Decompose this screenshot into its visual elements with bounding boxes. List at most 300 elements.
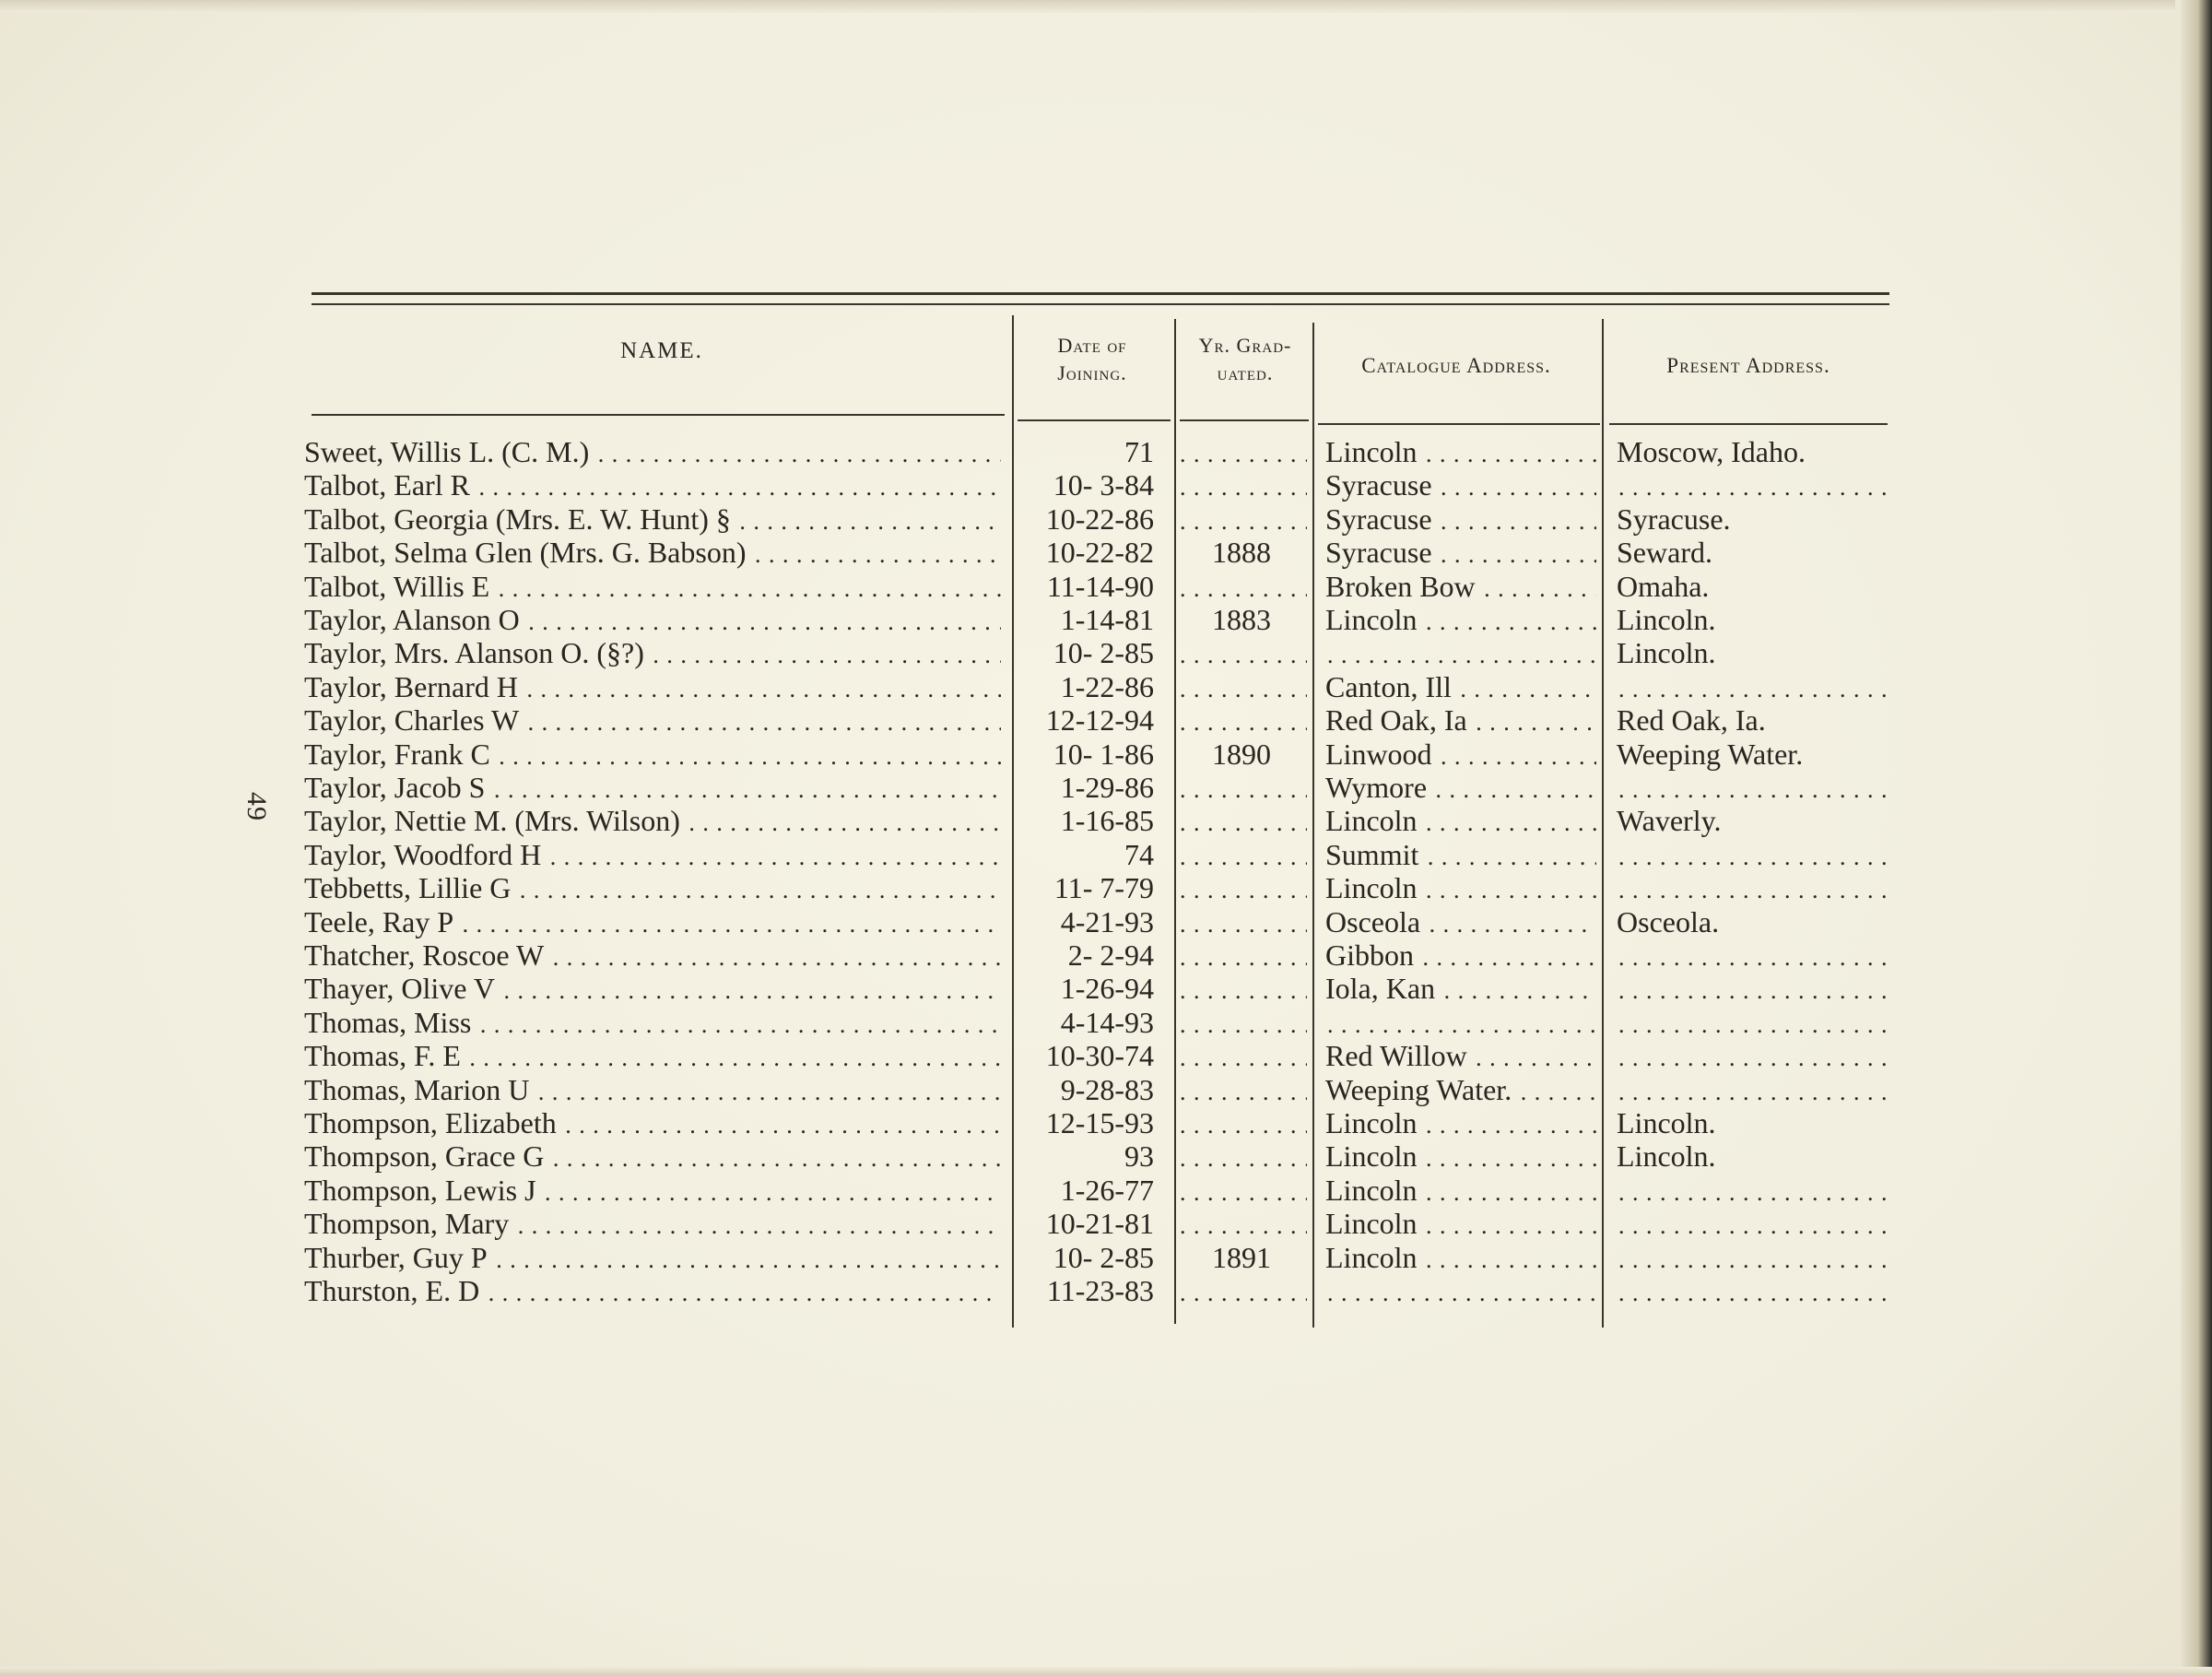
cell-name <box>304 804 1001 837</box>
table-row <box>0 636 2212 669</box>
column-header-catalogue-address: Catalogue Address. <box>1361 354 1551 377</box>
table-row <box>0 938 2212 972</box>
cell-date-of-joining <box>1014 1207 1156 1240</box>
cell-year-graduated <box>1178 905 1307 938</box>
cell-year-graduated <box>1178 670 1307 703</box>
cell-date-of-joining-text: 1-26-94 <box>1060 972 1154 1006</box>
cell-catalogue-address <box>1325 1106 1596 1139</box>
page-top-edge <box>0 0 2175 13</box>
cell-present-address <box>1617 871 1889 904</box>
cell-date-of-joining <box>1014 1106 1156 1139</box>
cell-year-graduated <box>1178 871 1307 904</box>
cell-year-graduated-text <box>1178 1073 1180 1106</box>
cell-name-text: Thompson, Grace G <box>304 1139 545 1174</box>
table-row <box>0 1274 2212 1307</box>
cell-date-of-joining-text: 10-21-81 <box>1045 1207 1154 1241</box>
cell-year-graduated <box>1178 972 1307 1005</box>
cell-catalogue-address <box>1325 1241 1596 1274</box>
cell-catalogue-address <box>1325 938 1596 972</box>
table-row <box>0 603 2212 636</box>
cell-date-of-joining <box>1014 468 1156 502</box>
cell-catalogue-address-text: Lincoln <box>1325 603 1418 636</box>
cell-name-text: Thomas, Marion U <box>304 1072 530 1106</box>
cell-date-of-joining-text: 4-21-93 <box>1060 904 1154 938</box>
cell-name-text: Thomas, Miss <box>304 1005 472 1039</box>
cell-catalogue-address <box>1325 1039 1596 1072</box>
cell-year-graduated-text <box>1178 636 1180 669</box>
cell-present-address-text: Lincoln. <box>1617 1106 1716 1139</box>
cell-present-address-text: Lincoln. <box>1617 636 1716 670</box>
cell-catalogue-address <box>1325 603 1596 636</box>
cell-present-address-text: Lincoln. <box>1617 603 1716 636</box>
cell-year-graduated-text <box>1178 1207 1180 1240</box>
table-row <box>0 838 2212 871</box>
cell-present-address <box>1617 771 1889 804</box>
cell-name-text: Taylor, Mrs. Alanson O. (§?) <box>304 636 644 670</box>
cell-year-graduated <box>1178 703 1307 737</box>
cell-present-address <box>1617 670 1889 703</box>
cell-date-of-joining-text: 10- 2-85 <box>1053 636 1154 670</box>
cell-date-of-joining-text: 1-22-86 <box>1060 669 1154 703</box>
cell-date-of-joining-text: 74 <box>1124 837 1154 871</box>
cell-year-graduated <box>1178 570 1307 603</box>
cell-date-of-joining-text: 12-12-94 <box>1045 703 1154 738</box>
cell-catalogue-address-text: Lincoln <box>1325 871 1418 905</box>
cell-present-address-text: Omaha. <box>1617 569 1710 603</box>
header-rule-catalogue <box>1318 423 1600 425</box>
cell-catalogue-address-text <box>1325 636 1327 669</box>
table-row <box>0 670 2212 703</box>
cell-name <box>304 838 1001 871</box>
cell-year-graduated <box>1178 1241 1307 1274</box>
cell-name <box>304 536 1001 569</box>
cell-catalogue-address-text: Syracuse <box>1325 468 1432 502</box>
cell-year-graduated <box>1178 771 1307 804</box>
cell-present-address <box>1617 838 1889 871</box>
table-row <box>0 570 2212 603</box>
cell-date-of-joining-text: 10-22-86 <box>1045 502 1154 536</box>
table-row <box>0 738 2212 771</box>
cell-date-of-joining-text: 11- 7-79 <box>1053 871 1154 905</box>
cell-present-address-text: Waverly. <box>1617 804 1722 838</box>
cell-date-of-joining <box>1014 1006 1156 1039</box>
cell-catalogue-address <box>1325 468 1596 502</box>
cell-date-of-joining <box>1014 1139 1156 1173</box>
cell-present-address-text: Weeping Water. <box>1617 737 1804 771</box>
cell-catalogue-address <box>1325 738 1596 771</box>
cell-name-text: Thurston, E. D <box>304 1274 480 1307</box>
table-top-rule <box>312 292 1889 295</box>
cell-catalogue-address <box>1325 570 1596 603</box>
cell-present-address <box>1617 1174 1889 1207</box>
cell-present-address <box>1617 502 1889 536</box>
cell-name <box>304 502 1001 536</box>
cell-date-of-joining-text: 10- 1-86 <box>1053 737 1154 771</box>
cell-name-text: Taylor, Bernard H <box>304 669 518 703</box>
cell-name <box>304 603 1001 636</box>
cell-catalogue-address-text: Summit <box>1325 837 1419 871</box>
cell-date-of-joining <box>1014 1174 1156 1207</box>
cell-present-address-text <box>1617 1073 1618 1106</box>
cell-name <box>304 670 1001 703</box>
cell-present-address-text <box>1617 771 1618 804</box>
cell-present-address-text <box>1617 1174 1618 1207</box>
cell-catalogue-address-text: Iola, Kan <box>1325 972 1436 1006</box>
cell-date-of-joining <box>1014 804 1156 837</box>
cell-catalogue-address-text: Canton, Ill <box>1325 669 1452 703</box>
cell-year-graduated-text: 1891 <box>1212 1240 1271 1274</box>
cell-catalogue-address-text: Lincoln <box>1325 1106 1418 1139</box>
cell-year-graduated-text <box>1178 1139 1180 1173</box>
cell-date-of-joining-text: 10- 3-84 <box>1053 468 1154 502</box>
cell-name-text: Thompson, Lewis J <box>304 1173 536 1207</box>
cell-catalogue-address-text: Lincoln <box>1325 1240 1418 1274</box>
cell-year-graduated-text: 1888 <box>1212 536 1271 570</box>
cell-year-graduated <box>1178 1106 1307 1139</box>
cell-date-of-joining-text: 4-14-93 <box>1060 1005 1154 1039</box>
cell-date-of-joining <box>1014 435 1156 468</box>
cell-year-graduated <box>1178 1139 1307 1173</box>
cell-year-graduated-text <box>1178 1106 1180 1139</box>
cell-catalogue-address <box>1325 1073 1596 1106</box>
cell-present-address <box>1617 536 1889 569</box>
cell-date-of-joining <box>1014 838 1156 871</box>
cell-year-graduated <box>1178 603 1307 636</box>
cell-date-of-joining-text: 1-29-86 <box>1060 771 1154 804</box>
cell-year-graduated <box>1178 1039 1307 1072</box>
cell-catalogue-address <box>1325 435 1596 468</box>
cell-year-graduated <box>1178 1274 1307 1307</box>
cell-name <box>304 570 1001 603</box>
table-row <box>0 1073 2212 1106</box>
cell-date-of-joining-text: 1-14-81 <box>1060 603 1154 636</box>
cell-present-address <box>1617 636 1889 669</box>
cell-name <box>304 435 1001 468</box>
cell-present-address <box>1617 703 1889 737</box>
cell-catalogue-address <box>1325 771 1596 804</box>
cell-catalogue-address <box>1325 804 1596 837</box>
cell-date-of-joining <box>1014 703 1156 737</box>
header-rule-present <box>1609 423 1888 425</box>
header-rule-yr <box>1180 419 1309 421</box>
cell-date-of-joining-text: 11-23-83 <box>1046 1274 1154 1307</box>
cell-catalogue-address <box>1325 905 1596 938</box>
cell-year-graduated <box>1178 536 1307 569</box>
cell-year-graduated <box>1178 468 1307 502</box>
cell-catalogue-address <box>1325 1139 1596 1173</box>
cell-name <box>304 1207 1001 1240</box>
table-row <box>0 1039 2212 1072</box>
cell-catalogue-address-text: Weeping Water. <box>1325 1072 1512 1106</box>
cell-name <box>304 972 1001 1005</box>
header-line: Date of <box>1057 334 1127 357</box>
cell-date-of-joining <box>1014 771 1156 804</box>
cell-name-text: Taylor, Nettie M. (Mrs. Wilson) <box>304 804 680 838</box>
cell-date-of-joining-text: 1-26-77 <box>1060 1173 1154 1207</box>
page-number: 49 <box>241 792 272 821</box>
cell-present-address <box>1617 570 1889 603</box>
cell-present-address-text <box>1617 938 1618 972</box>
cell-present-address-text <box>1617 838 1618 871</box>
table-row <box>0 1139 2212 1173</box>
header-rule-date <box>1018 419 1171 421</box>
cell-date-of-joining <box>1014 670 1156 703</box>
cell-date-of-joining <box>1014 972 1156 1005</box>
cell-year-graduated <box>1178 1073 1307 1106</box>
cell-year-graduated-text <box>1178 468 1180 502</box>
cell-catalogue-address <box>1325 1274 1596 1307</box>
cell-date-of-joining-text: 10- 2-85 <box>1053 1240 1154 1274</box>
cell-present-address <box>1617 468 1889 502</box>
cell-present-address-text <box>1617 871 1618 904</box>
cell-year-graduated-text <box>1178 871 1180 904</box>
cell-year-graduated-text <box>1178 570 1180 603</box>
cell-year-graduated <box>1178 804 1307 837</box>
cell-date-of-joining <box>1014 603 1156 636</box>
cell-catalogue-address-text: Gibbon <box>1325 938 1414 972</box>
column-header-present-address: Present Address. <box>1666 354 1830 377</box>
table-row <box>0 1207 2212 1240</box>
cell-name-text: Taylor, Charles W <box>304 703 520 738</box>
cell-catalogue-address-text: Lincoln <box>1325 1139 1418 1174</box>
cell-name-text: Talbot, Selma Glen (Mrs. G. Babson) <box>304 536 747 570</box>
cell-year-graduated-text <box>1178 1274 1180 1307</box>
cell-name-text: Taylor, Jacob S <box>304 771 486 804</box>
cell-present-address-text: Seward. <box>1617 536 1712 570</box>
cell-catalogue-address-text: Wymore <box>1325 771 1428 804</box>
cell-name <box>304 938 1001 972</box>
cell-name <box>304 468 1001 502</box>
cell-catalogue-address <box>1325 1006 1596 1039</box>
cell-date-of-joining-text: 10-22-82 <box>1045 536 1154 570</box>
cell-date-of-joining <box>1014 636 1156 669</box>
cell-catalogue-address <box>1325 502 1596 536</box>
cell-date-of-joining <box>1014 536 1156 569</box>
cell-catalogue-address <box>1325 1207 1596 1240</box>
cell-present-address <box>1617 804 1889 837</box>
cell-date-of-joining <box>1014 1274 1156 1307</box>
cell-year-graduated <box>1178 636 1307 669</box>
cell-name <box>304 905 1001 938</box>
cell-name <box>304 703 1001 737</box>
column-header-year-graduated <box>1176 332 1314 387</box>
table-row <box>0 905 2212 938</box>
cell-present-address-text <box>1617 1039 1618 1072</box>
cell-date-of-joining-text: 10-30-74 <box>1045 1039 1154 1073</box>
cell-catalogue-address <box>1325 536 1596 569</box>
cell-name-text: Taylor, Alanson O <box>304 603 520 636</box>
table-row <box>0 1174 2212 1207</box>
table-row <box>0 536 2212 569</box>
cell-catalogue-address <box>1325 636 1596 669</box>
cell-name-text: Thompson, Elizabeth <box>304 1106 557 1139</box>
cell-present-address <box>1617 1139 1889 1173</box>
cell-year-graduated <box>1178 502 1307 536</box>
cell-present-address-text <box>1617 468 1618 502</box>
cell-name <box>304 636 1001 669</box>
cell-name-text: Thayer, Olive V <box>304 972 495 1006</box>
table-row <box>0 1241 2212 1274</box>
cell-catalogue-address-text: Lincoln <box>1325 804 1418 838</box>
cell-present-address-text <box>1617 972 1618 1005</box>
cell-present-address-text <box>1617 1006 1618 1039</box>
cell-year-graduated <box>1178 1174 1307 1207</box>
cell-present-address <box>1617 905 1889 938</box>
cell-present-address-text <box>1617 670 1618 703</box>
cell-name-text: Teele, Ray P <box>304 904 454 938</box>
cell-present-address <box>1617 1106 1889 1139</box>
cell-present-address <box>1617 1073 1889 1106</box>
cell-catalogue-address <box>1325 972 1596 1005</box>
cell-catalogue-address-text: Red Oak, Ia <box>1325 703 1467 738</box>
cell-year-graduated-text <box>1178 502 1180 536</box>
cell-name <box>304 1106 1001 1139</box>
cell-date-of-joining-text: 12-15-93 <box>1045 1106 1154 1139</box>
cell-catalogue-address-text: Red Willow <box>1325 1039 1467 1073</box>
cell-catalogue-address-text: Syracuse <box>1325 536 1432 570</box>
cell-year-graduated <box>1178 435 1307 468</box>
column-header-date-of-joining <box>1023 332 1161 387</box>
cell-name <box>304 1073 1001 1106</box>
cell-catalogue-address-text: Linwood <box>1325 737 1432 771</box>
cell-catalogue-address-text: Lincoln <box>1325 435 1418 468</box>
cell-name-text: Taylor, Frank C <box>304 737 490 771</box>
cell-present-address <box>1617 738 1889 771</box>
cell-year-graduated <box>1178 938 1307 972</box>
cell-year-graduated <box>1178 738 1307 771</box>
cell-catalogue-address <box>1325 670 1596 703</box>
cell-year-graduated-text <box>1178 703 1180 737</box>
cell-name-text: Thurber, Guy P <box>304 1240 488 1274</box>
cell-catalogue-address-text: Osceola <box>1325 904 1421 938</box>
cell-catalogue-address <box>1325 1174 1596 1207</box>
cell-date-of-joining <box>1014 570 1156 603</box>
header-line: uated. <box>1217 361 1274 384</box>
cell-present-address-text: Osceola. <box>1617 904 1720 938</box>
cell-present-address <box>1617 1241 1889 1274</box>
cell-date-of-joining-text: 71 <box>1124 435 1154 468</box>
cell-year-graduated-text <box>1178 1006 1180 1039</box>
cell-name <box>304 1006 1001 1039</box>
cell-year-graduated-text <box>1178 804 1180 837</box>
cell-catalogue-address-text <box>1325 1274 1327 1307</box>
cell-catalogue-address <box>1325 871 1596 904</box>
table-row <box>0 468 2212 502</box>
cell-date-of-joining-text: 11-14-90 <box>1046 569 1154 603</box>
cell-name-text: Talbot, Earl R <box>304 468 470 502</box>
table-row <box>0 1006 2212 1039</box>
cell-year-graduated <box>1178 838 1307 871</box>
cell-present-address-text <box>1617 1274 1618 1307</box>
cell-year-graduated-text <box>1178 905 1180 938</box>
cell-catalogue-address-text: Broken Bow <box>1325 569 1476 603</box>
cell-year-graduated-text <box>1178 670 1180 703</box>
table-row <box>0 871 2212 904</box>
cell-present-address-text: Lincoln. <box>1617 1139 1716 1174</box>
cell-name <box>304 1039 1001 1072</box>
table-row <box>0 972 2212 1005</box>
table-row <box>0 804 2212 837</box>
cell-date-of-joining <box>1014 1073 1156 1106</box>
table-row <box>0 502 2212 536</box>
cell-year-graduated-text <box>1178 1039 1180 1072</box>
cell-catalogue-address <box>1325 703 1596 737</box>
header-line: Yr. Grad- <box>1198 334 1292 357</box>
page-bottom-edge <box>0 1667 2212 1676</box>
cell-name-text: Talbot, Willis E <box>304 569 490 603</box>
cell-present-address-text: Syracuse. <box>1617 502 1731 536</box>
cell-name <box>304 1241 1001 1274</box>
cell-year-graduated-text <box>1178 838 1180 871</box>
cell-date-of-joining-text: 2- 2-94 <box>1067 938 1154 972</box>
cell-present-address-text: Red Oak, Ia. <box>1617 703 1766 738</box>
cell-date-of-joining <box>1014 905 1156 938</box>
cell-name-text: Talbot, Georgia (Mrs. E. W. Hunt) § <box>304 502 731 536</box>
header-rule-name <box>312 414 1005 416</box>
header-line: Joining. <box>1057 361 1127 384</box>
cell-year-graduated-text <box>1178 435 1180 468</box>
cell-present-address-text: Moscow, Idaho. <box>1617 435 1806 468</box>
cell-date-of-joining-text: 93 <box>1124 1139 1154 1174</box>
cell-year-graduated-text <box>1178 938 1180 972</box>
cell-date-of-joining <box>1014 871 1156 904</box>
table-row <box>0 703 2212 737</box>
cell-catalogue-address-text: Syracuse <box>1325 502 1432 536</box>
cell-present-address-text <box>1617 1241 1618 1274</box>
cell-name <box>304 1274 1001 1307</box>
cell-year-graduated-text <box>1178 972 1180 1005</box>
cell-catalogue-address-text: Lincoln <box>1325 1207 1418 1241</box>
cell-date-of-joining <box>1014 502 1156 536</box>
cell-date-of-joining <box>1014 938 1156 972</box>
table-row <box>0 771 2212 804</box>
cell-date-of-joining <box>1014 1241 1156 1274</box>
cell-name <box>304 1139 1001 1173</box>
cell-date-of-joining <box>1014 738 1156 771</box>
cell-present-address <box>1617 603 1889 636</box>
cell-present-address <box>1617 435 1889 468</box>
cell-name <box>304 1174 1001 1207</box>
cell-present-address <box>1617 1039 1889 1072</box>
table-row <box>0 1106 2212 1139</box>
cell-name-text: Thomas, F. E <box>304 1039 461 1073</box>
cell-date-of-joining-text: 1-16-85 <box>1060 804 1154 838</box>
cell-name <box>304 771 1001 804</box>
cell-catalogue-address-text <box>1325 1006 1327 1039</box>
cell-present-address <box>1617 1006 1889 1039</box>
cell-name-text: Tebbetts, Lillie G <box>304 871 512 905</box>
cell-year-graduated-text: 1883 <box>1212 603 1271 636</box>
column-header-name: NAME. <box>620 338 703 363</box>
cell-catalogue-address <box>1325 838 1596 871</box>
cell-present-address <box>1617 938 1889 972</box>
table-row <box>0 435 2212 468</box>
cell-year-graduated <box>1178 1207 1307 1240</box>
table-top-rule-thin <box>312 303 1889 305</box>
cell-name-text: Taylor, Woodford H <box>304 837 542 871</box>
cell-year-graduated-text <box>1178 1174 1180 1207</box>
cell-year-graduated-text: 1890 <box>1212 737 1271 771</box>
cell-present-address <box>1617 1274 1889 1307</box>
cell-catalogue-address-text: Lincoln <box>1325 1173 1418 1207</box>
cell-year-graduated-text <box>1178 771 1180 804</box>
cell-name-text: Thompson, Mary <box>304 1207 510 1241</box>
cell-name-text: Thatcher, Roscoe W <box>304 938 545 972</box>
cell-name <box>304 871 1001 904</box>
cell-present-address <box>1617 1207 1889 1240</box>
cell-year-graduated <box>1178 1006 1307 1039</box>
cell-date-of-joining-text: 9-28-83 <box>1060 1072 1154 1106</box>
